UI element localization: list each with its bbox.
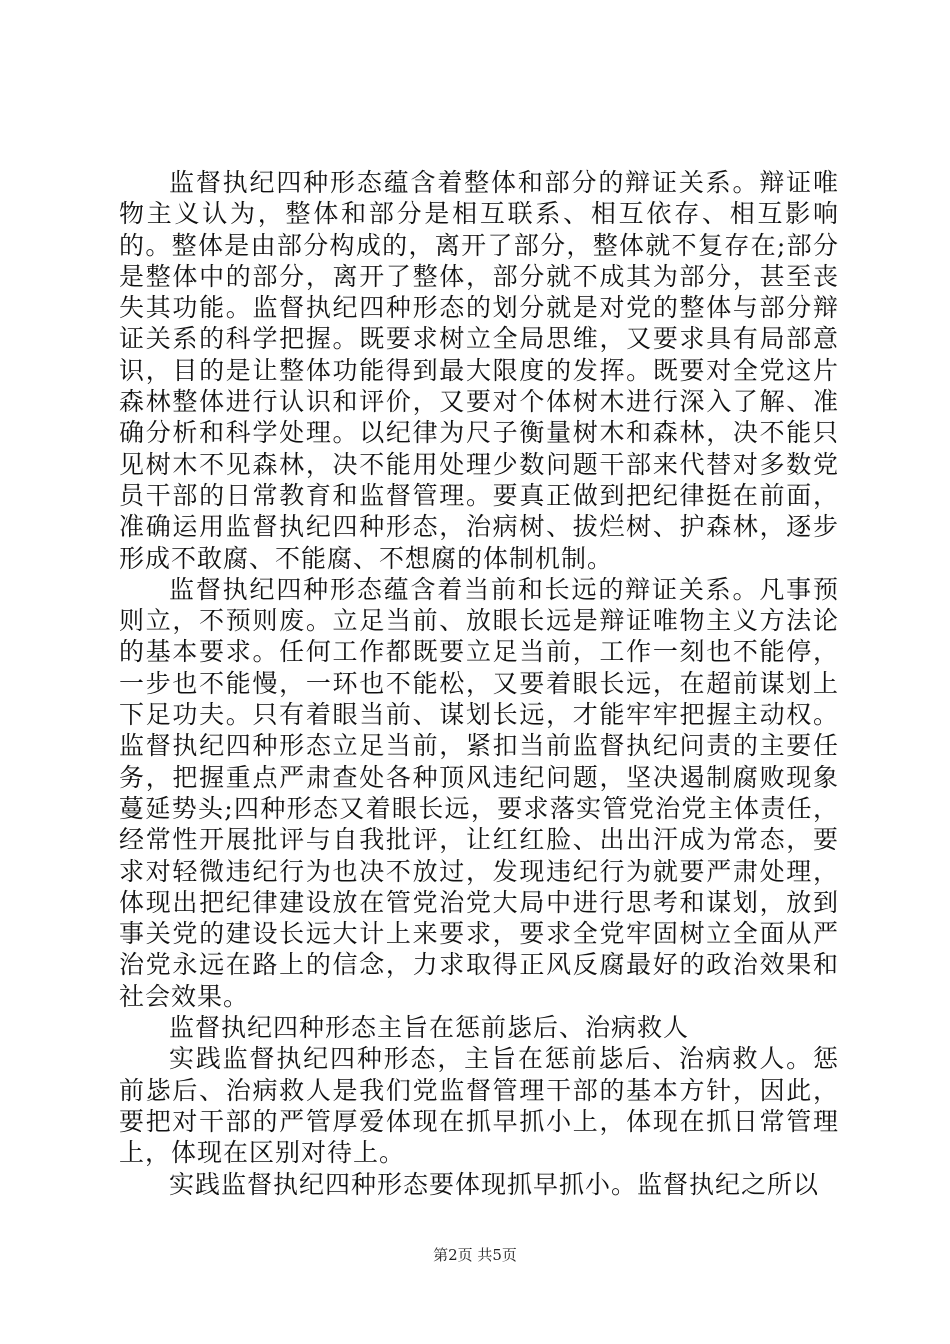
document-body <box>119 167 839 1200</box>
paragraph-whole-and-part: 监督执纪四种形态蕴含着整体和部分的辩证关系。辩证唯物主义认为，整体和部分是相互联系、相互依存、相互影响的。整体是由部分构成的，离开了部分，整体就不复存在;部分是整体中的部分，离开了整体，部分就不成其为部分，甚至丧失其功能。监督执纪四种形态的划分就是对党的整体与部分辩证关系的科学把握。既要求树立全局思维，又要求具有局部意识，目的是让整体功能得到最大限度的发挥。既要对全党这片森林整体进行认识和评价，又要对个体树木进行深入了解、准确分析和科学处理。以纪律为尺子衡量树木和森林，决不能只见树木不见森林，决不能用处理少数问题干部来代替对多数党员干部的日常教育和监督管理。要真正做到把纪律挺在前面，准确运用监督执纪四种形态，治病树、拔烂树、护森林，逐步形成不敢腐、不能腐、不想腐的体制机制。 <box>119 168 839 573</box>
page-number-footer: 第2页 共5页 <box>433 1246 517 1264</box>
section-heading: 监督执纪四种形态主旨在惩前毖后、治病救人 <box>169 1013 690 1043</box>
paragraph-present-and-future: 监督执纪四种形态蕴含着当前和长远的辩证关系。凡事预则立，不预则废。立足当前、放眼长远是辩证唯物主义方法论的基本要求。任何工作都既要立足当前，工作一刻也不能停，一步也不能慢，一环也不能松，又要着眼长远，在超前谋划上下足功夫。只有着眼当前、谋划长远，才能牢牢把握主动权。监督执纪四种形态立足当前，紧扣当前监督执纪问责的主要任务，把握重点严肃查处各种顶风违纪问题，坚决遏制腐败现象蔓延势头;四种形态又着眼长远，要求落实管党治党主体责任，经常性开展批评与自我批评，让红红脸、出出汗成为常态，要求对轻微违纪行为也决不放过，发现违纪行为就要严肃处理，体现出把纪律建设放在管党治党大局中进行思考和谋划，放到事关党的建设长远大计上来要求，要求全党牢固树立全面从严治党永远在路上的信念，力求取得正风反腐最好的政治效果和社会效果。 <box>119 574 839 1011</box>
paragraph-early-small: 实践监督执纪四种形态要体现抓早抓小。监督执纪之所以 <box>169 1169 820 1199</box>
paragraph-purpose: 实践监督执纪四种形态，主旨在惩前毖后、治病救人。惩前毖后、治病救人是我们党监督管理干部的基本方针，因此，要把对干部的严管厚爱体现在抓早抓小上，体现在抓日常管理上，体现在区别对待上。 <box>119 1044 839 1168</box>
